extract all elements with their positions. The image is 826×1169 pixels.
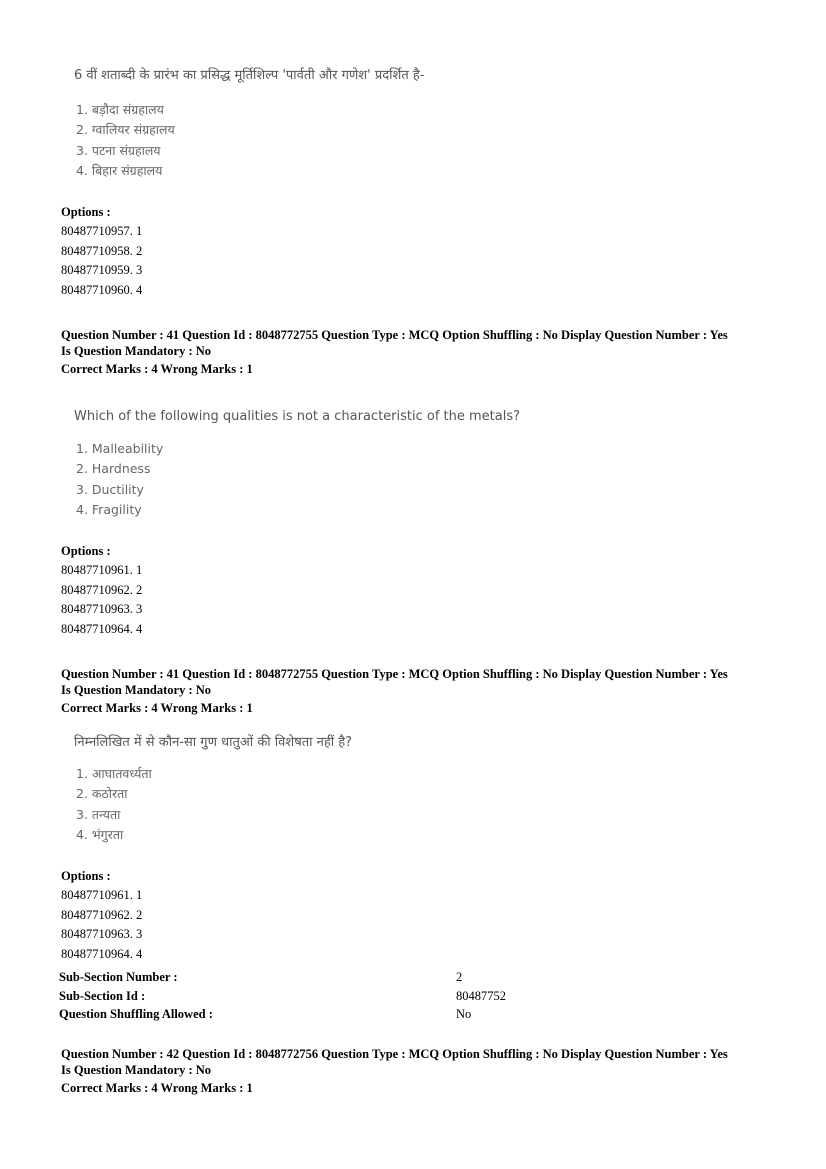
subsection-id-label: Sub-Section Id : <box>59 989 146 1003</box>
subsection-id-value: 80487752 <box>456 989 506 1003</box>
choice-item: 3. पटना संग्रहालय <box>76 142 161 158</box>
choice-item: 4. भंगुरता <box>76 826 124 842</box>
subsection-info <box>59 968 759 1028</box>
choice-item: 3. Ductility <box>76 481 144 497</box>
question-mandatory: Is Question Mandatory : No <box>61 683 212 697</box>
question-marks: Correct Marks : 4 Wrong Marks : 1 <box>61 362 253 376</box>
options-list <box>61 561 142 640</box>
option-item: 80487710957. 1 <box>61 224 143 238</box>
option-item: 80487710963. 3 <box>61 927 143 942</box>
option-item: 80487710961. 1 <box>61 888 143 902</box>
subsection-number-label: Sub-Section Number : <box>59 970 178 984</box>
question-marks: Correct Marks : 4 Wrong Marks : 1 <box>61 701 253 715</box>
options-label: Options : <box>61 205 111 219</box>
choice-list <box>76 439 163 520</box>
choice-item: 1. बड़ौदा संग्रहालय <box>76 102 164 117</box>
question-meta <box>61 666 728 716</box>
question-text: निम्नलिखित में से कौन-सा गुण धातुओं की विशेषता नहीं है? <box>74 735 353 750</box>
option-item: 80487710962. 2 <box>61 582 143 597</box>
option-item: 80487710958. 2 <box>61 243 143 258</box>
question-meta <box>61 327 728 377</box>
choice-item: 1. आघातवर्ध्यता <box>76 766 152 781</box>
option-item: 80487710959. 3 <box>61 263 143 278</box>
subsection-number-value: 2 <box>456 970 463 984</box>
question-shuffling-label: Question Shuffling Allowed : <box>59 1007 213 1021</box>
choice-item: 1. Malleability <box>76 441 164 456</box>
options-label: Options : <box>61 544 111 558</box>
options-list <box>61 886 142 965</box>
choice-item: 4. Fragility <box>76 501 142 517</box>
question-meta-line: Question Number : 41 Question Id : 8048772755 Question Type : MCQ Option Shuffling : No Display Question Number : Yes <box>61 667 728 681</box>
option-item: 80487710960. 4 <box>61 283 143 298</box>
option-item: 80487710964. 4 <box>61 622 143 637</box>
question-text: 6 वीं शताब्दी के प्रारंभ का प्रसिद्ध मूर्तिशिल्प 'पार्वती और गणेश' प्रदर्शित है- <box>74 68 425 83</box>
choice-item: 2. Hardness <box>76 461 151 477</box>
option-item: 80487710964. 4 <box>61 947 143 962</box>
question-meta-line: Question Number : 42 Question Id : 8048772756 Question Type : MCQ Option Shuffling : No Display Question Number : Yes <box>61 1047 728 1061</box>
options-list <box>61 222 142 301</box>
choice-item: 3. तन्यता <box>76 806 121 822</box>
option-item: 80487710963. 3 <box>61 602 143 617</box>
choice-item: 2. कठोरता <box>76 786 128 802</box>
question-mandatory: Is Question Mandatory : No <box>61 344 212 358</box>
choice-item: 4. बिहार संग्रहालय <box>76 162 163 178</box>
question-shuffling-value: No <box>456 1007 472 1021</box>
choice-item: 2. ग्वालियर संग्रहालय <box>76 122 175 138</box>
question-meta-line: Question Number : 41 Question Id : 8048772755 Question Type : MCQ Option Shuffling : No Display Question Number : Yes <box>61 328 728 342</box>
choice-list <box>76 100 175 181</box>
options-label: Options : <box>61 869 111 883</box>
question-text: Which of the following qualities is not a characteristic of the metals? <box>74 409 521 424</box>
choice-list <box>76 764 152 845</box>
option-item: 80487710961. 1 <box>61 563 143 577</box>
question-mandatory: Is Question Mandatory : No <box>61 1063 212 1077</box>
question-meta <box>61 1046 728 1096</box>
option-item: 80487710962. 2 <box>61 907 143 922</box>
question-marks: Correct Marks : 4 Wrong Marks : 1 <box>61 1081 253 1095</box>
